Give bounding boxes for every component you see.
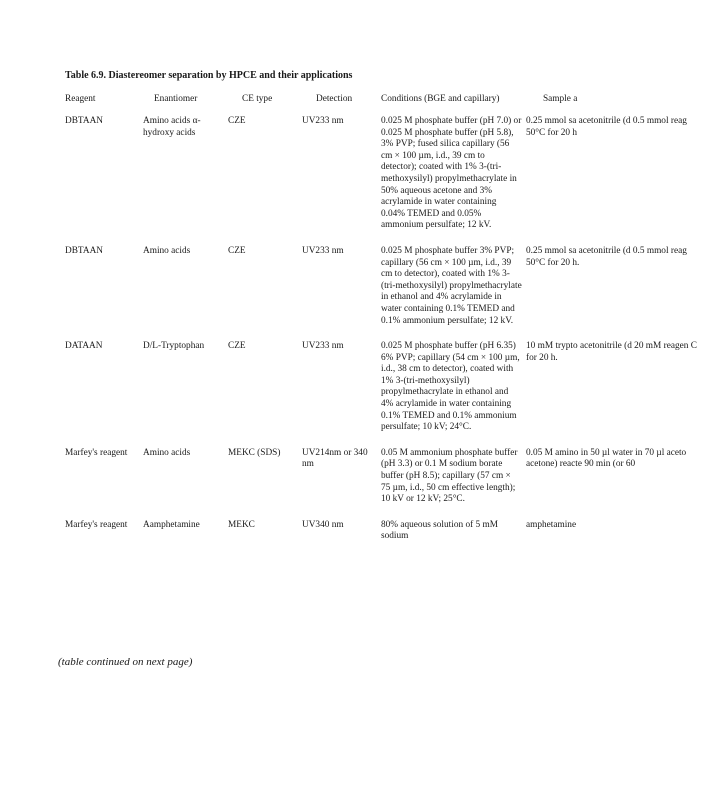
cell-conditions: 0.05 M ammonium phosphate buffer (pH 3.3) or 0.1 M sodium borate buffer (pH 8.5); capillary (57 cm × 75 µm, i.d., 50 cm effective length); 10 kV or 12 kV; 25°C.: [381, 447, 518, 505]
cell-sample: 0.25 mmol sa acetonitrile (d 0.5 mmol reag 50°C for 20 h: [526, 116, 687, 138]
cell-detection: UV214nm or 340 nm: [302, 447, 368, 470]
table-row: [65, 448, 705, 520]
diastereomer-table: [65, 94, 705, 557]
cell-detection: UV233 nm: [302, 245, 344, 256]
cell-reagent: DATAAN: [65, 341, 103, 352]
cell-conditions: 0.025 M phosphate buffer 3% PVP; capillary (56 cm × 100 µm, i.d., 39 cm to detector), coated with 1% 3-(tri-methoxysilyl) propylmethacrylate in ethanol and 4% acrylamide in water containing 0.1% TEMED and 0.1% ammonium persulfate; 12 kV.: [381, 245, 522, 326]
cell-sample: 0.25 mmol sa acetonitrile (d 0.5 mmol reag 50°C for 20 h.: [526, 245, 687, 268]
cell-enantiomer: Aamphetamine: [143, 519, 200, 530]
header-sample: Sample a: [543, 94, 578, 104]
cell-enantiomer: Amino acids: [143, 245, 191, 256]
table-row: [65, 246, 705, 341]
table-row: [65, 341, 705, 448]
cell-reagent: Marfey's reagent: [65, 519, 128, 530]
header-enantiomer: Enantiomer: [154, 94, 198, 104]
cell-sample: 10 mM trypto acetonitrile (d 20 mM reagen C for 20 h.: [526, 341, 697, 363]
cell-reagent: DBTAAN: [65, 245, 103, 256]
table-row: [65, 116, 705, 246]
header-detection: Detection: [316, 94, 353, 104]
table-row: [65, 520, 705, 557]
cell-conditions: 80% aqueous solution of 5 mM sodium: [381, 519, 498, 542]
cell-conditions: 0.025 M phosphate buffer (pH 7.0) or 0.025 M phosphate buffer (pH 5.8), 3% PVP; fused silica capillary (56 cm × 100 µm, i.d., 39 cm to detector); coated with 1% 3-(tri-methoxysilyl) propylmethacrylate in 50% aqueous acetone and 3% acrylamide in water containing 0.04% TEMED and 0.05% ammonium persulfate; 12 kV.: [381, 116, 522, 231]
cell-reagent: Marfey's reagent: [65, 447, 128, 458]
cell-ce-type: MEKC: [228, 519, 255, 530]
header-ce-type: CE type: [242, 94, 273, 104]
cell-ce-type: MEKC (SDS): [228, 447, 281, 458]
cell-sample: amphetamine: [526, 519, 577, 530]
cell-sample: 0.05 M amino in 50 µl water in 70 µl aceto acetone) reacte 90 min (or 60: [526, 447, 687, 470]
header-reagent: Reagent: [65, 94, 96, 104]
table-header-row: [65, 94, 705, 116]
cell-detection: UV233 nm: [302, 116, 344, 126]
table-title: Table 6.9. Diastereomer separation by HPCE and their applications: [65, 70, 353, 81]
cell-detection: UV233 nm: [302, 341, 344, 352]
cell-conditions: 0.025 M phosphate buffer (pH 6.35) 6% PVP; capillary (54 cm × 100 µm, i.d., 38 cm to detector), coated with 1% 3-(tri-methoxysilyl) propylmethacrylate in ethanol and 4% acrylamide in water containing 0.1% TEMED and 0.1% ammonium persulfate; 10 kV; 24°C.: [381, 341, 520, 433]
cell-detection: UV340 nm: [302, 519, 344, 530]
cell-reagent: DBTAAN: [65, 116, 103, 126]
cell-enantiomer: Amino acids α-hydroxy acids: [143, 116, 201, 138]
cell-enantiomer: D/L-Tryptophan: [143, 341, 205, 352]
continuation-note: (table continued on next page): [58, 656, 193, 668]
cell-enantiomer: Amino acids: [143, 447, 191, 458]
cell-ce-type: CZE: [228, 116, 246, 126]
cell-ce-type: CZE: [228, 245, 246, 256]
header-conditions: Conditions (BGE and capillary): [381, 94, 500, 104]
cell-ce-type: CZE: [228, 341, 246, 352]
